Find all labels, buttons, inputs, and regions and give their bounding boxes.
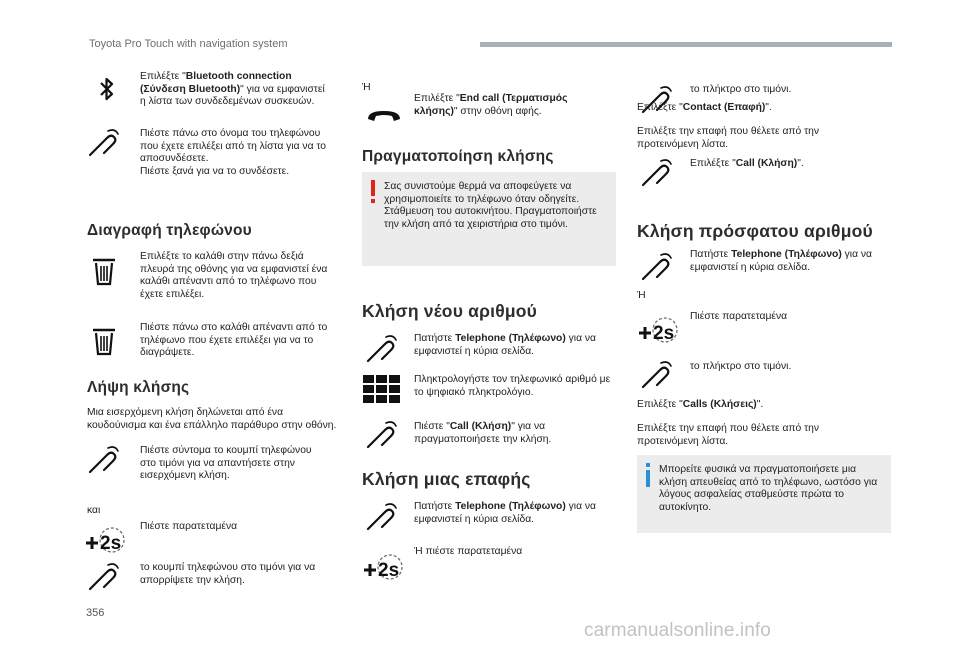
choose-recent-instruction: Επιλέξτε την επαφή που θέλετε από την προτεινόμενη λίστα. — [637, 423, 820, 447]
warning-icon — [370, 180, 376, 204]
delete-instruction-1: Επιλέξτε το καλάθι στην πάνω δεξιά πλευρά της οθόνης για να εμφανιστεί ένα καλάθι απέναντι από το τηλέφωνο που έχετε επιλέξει. — [140, 251, 328, 300]
choose-contact-instruction: Επιλέξτε την επαφή που θέλετε από την προτεινόμενη λίστα. — [637, 126, 820, 150]
new-number-heading: Κλήση νέου αριθμού — [362, 301, 538, 321]
finger-press-icon — [362, 500, 402, 534]
make-call-heading: Πραγματοποίηση κλήσης — [362, 148, 554, 165]
finger-press-icon — [84, 443, 124, 477]
recent-open-telephone-instruction: Πατήστε Telephone (Τηλέφωνο) για να εμφανιστεί η κύρια σελίδα. — [690, 249, 872, 273]
reject-instruction: το κουμπί τηλεφώνου στο τιμόνι για να απορρίψετε την κλήση. — [140, 562, 316, 586]
running-header: Toyota Pro Touch with navigation system — [89, 38, 288, 50]
finger-press-icon — [362, 418, 402, 452]
select-call-instruction: Επιλέξτε "Call (Κλήση)". — [690, 158, 804, 169]
select-calls-instruction: Επιλέξτε "Calls (Κλήσεις)". — [637, 399, 764, 410]
receive-call-intro: Μια εισερχόμενη κλήση δηλώνεται από ένα κουδούνισμα και ένα επάλληλο παράθυρο στην οθόνη. — [87, 407, 337, 431]
info-icon — [645, 463, 651, 487]
warning-box — [362, 172, 616, 266]
finger-press-icon — [362, 332, 402, 366]
finger-press-icon — [637, 358, 677, 392]
open-telephone-instruction: Πατήστε Telephone (Τηλέφωνο) για να εμφανιστεί η κύρια σελίδα. — [414, 333, 596, 357]
recent-number-heading: Κλήση πρόσφατου αριθμού — [637, 221, 873, 241]
receive-call-heading: Λήψη κλήσης — [87, 379, 190, 396]
finger-press-icon — [637, 250, 677, 284]
call-instruction: Πιέστε "Call (Κλήση)" για να πραγματοποιήσετε την κλήση. — [414, 421, 552, 445]
hang-up-icon — [362, 99, 406, 133]
info-text: Μπορείτε φυσικά να πραγματοποιήσετε μια κλήση απευθείας από το τηλέφωνο, ωστόσο για λόγους ασφαλείας σταθμεύστε πρώτα το αυτοκίνητο. — [659, 464, 878, 513]
finger-press-icon — [84, 560, 124, 594]
select-contact-instruction: Επιλέξτε "Contact (Επαφή)". — [637, 102, 772, 113]
or-text: Ή — [637, 290, 646, 301]
page-number: 356 — [86, 607, 105, 619]
trash-icon — [84, 324, 124, 358]
contact-open-telephone-instruction: Πατήστε Telephone (Τηλέφωνο) για να εμφανιστεί η κύρια σελίδα. — [414, 501, 596, 525]
or-long-press-text: Ή πιέστε παρατεταμένα — [414, 546, 523, 557]
dial-instruction: Πληκτρολογήστε τον τηλεφωνικό αριθμό με το ψηφιακό πληκτρολόγιο. — [414, 374, 611, 398]
finger-press-icon — [84, 126, 124, 160]
or-text: Ή — [362, 82, 371, 93]
wheel-key-text: το πλήκτρο στο τιμόνι. — [690, 84, 792, 95]
long-press-2s-icon — [362, 550, 406, 584]
header-rule — [480, 42, 892, 47]
svg-text:2s: 2s — [378, 560, 400, 581]
keypad-icon — [362, 372, 402, 406]
disconnect-instruction: Πιέστε πάνω στο όνομα του τηλεφώνου που έχετε επιλέξει από τη λίστα για να το αποσυνδέσετε. Πιέστε ξανά για να το συνδέσετε. — [140, 128, 327, 177]
svg-text:2s: 2s — [100, 533, 122, 554]
info-box — [637, 455, 891, 533]
contact-call-heading: Κλήση μιας επαφής — [362, 469, 531, 489]
answer-instruction: Πιέστε σύντομα το κουμπί τηλεφώνου στο τιμόνι για να απαντήσετε στην εισερχόμενη κλήση. — [140, 445, 312, 482]
delete-phone-heading: Διαγραφή τηλεφώνου — [87, 222, 252, 239]
svg-text:2s: 2s — [653, 323, 675, 344]
long-press-text: Πιέστε παρατεταμένα — [140, 521, 238, 532]
long-press-2s-icon — [637, 313, 681, 347]
and-text: και — [87, 505, 101, 516]
long-press-2s-icon — [84, 523, 128, 557]
watermark: carmanualsonline.info — [584, 620, 771, 641]
finger-press-icon — [637, 156, 677, 190]
bluetooth-instruction: Επιλέξτε "Bluetooth connection (Σύνδεση Bluetooth)" για να εμφανιστεί η λίστα των συνδεδεμένων συσκευών. — [140, 71, 325, 108]
long-press-text: Πιέστε παρατεταμένα — [690, 311, 788, 322]
trash-icon — [84, 254, 124, 288]
bluetooth-icon — [87, 72, 127, 106]
end-call-instruction: Επιλέξτε "End call (Τερματισμός κλήσης)" στην οθόνη αφής. — [414, 93, 568, 117]
wheel-key-text-2: το πλήκτρο στο τιμόνι. — [690, 361, 792, 372]
warning-text: Σας συνιστούμε θερμά να αποφεύγετε να χρησιμοποιείτε το τηλέφωνο όταν οδηγείτε. Στάθμευση του αυτοκινήτου. Πραγματοποιήστε την κλήση από τα χειριστήρια στο τιμόνι. — [384, 181, 597, 230]
delete-instruction-2: Πιέστε πάνω στο καλάθι απέναντι από το τηλέφωνο που έχετε επιλέξει για να το διαγράψετε. — [140, 322, 328, 359]
